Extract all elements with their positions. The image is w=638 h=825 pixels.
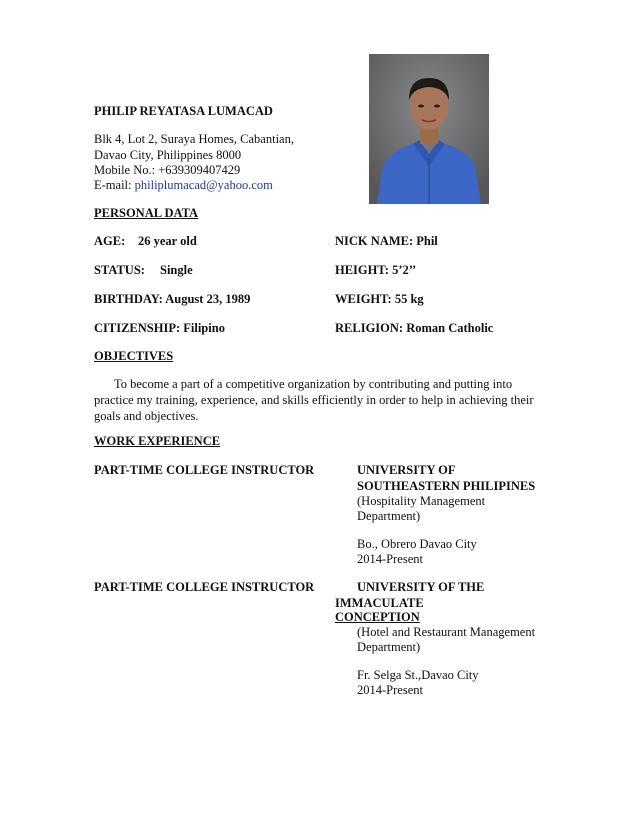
mobile-number: Mobile No.: +639309407429	[94, 163, 241, 177]
age-label: AGE:	[94, 234, 126, 248]
job-2-school-line-2: IMMACULATE	[335, 596, 424, 610]
email-label: E-mail:	[94, 178, 135, 192]
job-2-dept-line-2: Department)	[357, 640, 421, 654]
email-link[interactable]: philiplumacad@yahoo.com	[134, 178, 273, 192]
person-photo-graphic	[369, 54, 489, 204]
job-2-dept-line-1: (Hotel and Restaurant Management	[357, 625, 536, 639]
address-line-1: Blk 4, Lot 2, Suraya Homes, Cabantian,	[94, 132, 294, 146]
job-2-school-line-3: CONCEPTION	[335, 610, 420, 624]
job-1-dept-line-1: (Hospitality Management	[357, 494, 486, 508]
weight-field: WEIGHT: 55 kg	[335, 292, 424, 306]
job-1-school-line-1: UNIVERSITY OF	[357, 463, 456, 477]
applicant-name: PHILIP REYATASA LUMACAD	[94, 104, 273, 118]
job-1-dept-line-2: Department)	[357, 509, 421, 523]
nickname-field: NICK NAME: Phil	[335, 234, 438, 248]
job-1-years: 2014-Present	[357, 552, 423, 566]
height-field: HEIGHT: 5’2’’	[335, 263, 417, 277]
email-line	[94, 178, 273, 193]
job-2-position: PART-TIME COLLEGE INSTRUCTOR	[94, 580, 315, 594]
objectives-text: To become a part of a competitive organization by contributing and putting into practice my training, experience, and skills efficiently in order to help in achieving their goals and objectives.	[94, 377, 534, 423]
job-2-years: 2014-Present	[357, 683, 423, 697]
job-1-position: PART-TIME COLLEGE INSTRUCTOR	[94, 463, 315, 477]
job-2-location: Fr. Selga St.,Davao City	[357, 668, 479, 682]
job-1-location: Bo., Obrero Davao City	[357, 537, 477, 551]
status-label: STATUS:	[94, 263, 145, 277]
work-experience-heading: WORK EXPERIENCE	[94, 434, 221, 448]
citizenship-field: CITIZENSHIP: Filipino	[94, 321, 225, 335]
objectives-heading: OBJECTIVES	[94, 349, 174, 363]
job-2-school-line-1: UNIVERSITY OF THE	[357, 580, 485, 594]
profile-photo	[369, 54, 489, 204]
religion-field: RELIGION: Roman Catholic	[335, 321, 494, 335]
personal-data-heading: PERSONAL DATA	[94, 206, 199, 220]
address-line-2: Davao City, Philippines 8000	[94, 148, 242, 162]
job-1-school-line-2: SOUTHEASTERN PHILIPINES	[357, 479, 536, 493]
age-value: 26 year old	[138, 234, 197, 248]
status-value: Single	[160, 263, 193, 277]
birthday-field: BIRTHDAY: August 23, 1989	[94, 292, 251, 306]
